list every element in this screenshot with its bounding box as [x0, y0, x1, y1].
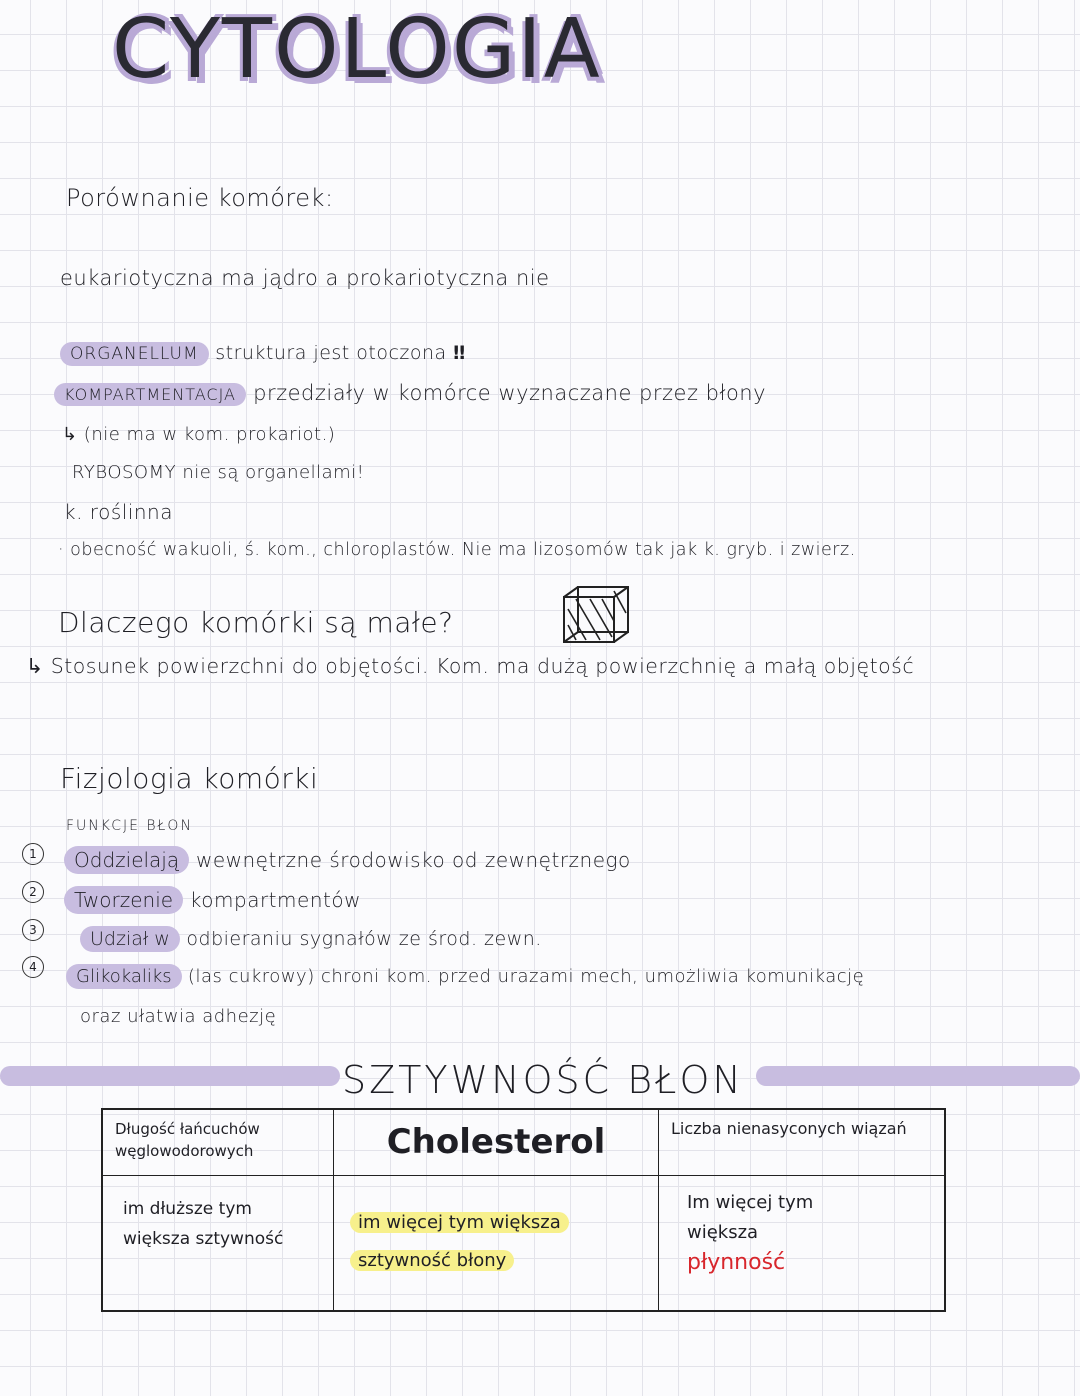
page-title: CYTOLOGIA [112, 2, 602, 97]
section-divider-right [756, 1066, 1080, 1086]
rybosomy-note: RYBOSOMY nie są organellami! [72, 462, 365, 483]
section-divider-left [0, 1066, 340, 1086]
organellum-tag: ORGANELLUM [60, 342, 209, 366]
number-circle: 2 [22, 881, 44, 903]
fluidity-text: płynność [687, 1249, 786, 1275]
exclamation-mark: ‼ [453, 342, 466, 364]
plant-line: · obecność wakuoli, ś. kom., chloroplastów. Nie ma lizosomów tak jak k. gryb. i zwierz. [58, 540, 856, 560]
function-tag: Udział w [80, 926, 180, 952]
function-text: odbieraniu sygnałów ze środ. zewn. [186, 928, 542, 950]
function-item [80, 926, 542, 952]
comparison-line: eukariotyczna ma jądro a prokariotyczna nie [60, 266, 550, 290]
plant-heading: k. roślinna [64, 500, 173, 524]
function-tag: Glikokaliks [66, 964, 182, 989]
number-circle: 4 [22, 956, 44, 978]
kompart-note: ↳ (nie ma w kom. prokariot.) [62, 424, 336, 445]
function-tag: Tworzenie [64, 886, 183, 914]
kompart-text: przedziały w komórce wyznaczane przez błony [253, 381, 767, 405]
kompart-tag: KOMPARTMENTACJA [54, 383, 246, 406]
function-item [66, 964, 864, 989]
table-cell [334, 1175, 659, 1311]
number-circle: 3 [22, 919, 44, 941]
function-text: wewnętrzne środowisko od zewnętrznego [195, 848, 631, 872]
physiology-heading: Fizjologia komórki [60, 762, 319, 795]
table-cell [659, 1175, 946, 1311]
kompart-row [54, 381, 766, 406]
organellum-text: struktura jest otoczona [215, 342, 447, 364]
rigidity-heading: SZTYWNOŚĆ BŁON [342, 1058, 744, 1102]
function-tag: Oddzielają [64, 846, 189, 874]
organellum-row [60, 342, 466, 366]
table-header-cell: Liczba nienasyconych wiązań [659, 1109, 946, 1175]
highlighted-text: sztywność błony [350, 1250, 514, 1271]
table-header-cell: Cholesterol [334, 1109, 659, 1175]
number-circle: 1 [22, 843, 44, 865]
comparison-heading: Porównanie komórek: [66, 184, 334, 212]
cube-sketch-icon [562, 585, 632, 645]
membrane-functions-subheading: FUNKCJE BŁON [66, 818, 193, 834]
function-item [64, 846, 631, 874]
function-item-continuation: oraz ułatwia adhezję [80, 1006, 277, 1027]
function-text: (las cukrowy) chroni kom. przed urazami mech, umożliwia komunikację [187, 966, 865, 987]
function-text: kompartmentów [189, 888, 361, 912]
table-header-cell: Długość łańcuchów węglowodorowych [102, 1109, 334, 1175]
table-cell: im dłuższe tym większa sztywność [102, 1175, 334, 1311]
highlighted-text: im więcej tym większa [350, 1212, 569, 1233]
table-cell-text: Im więcej tym większa [687, 1191, 814, 1243]
function-item [64, 886, 361, 914]
rigidity-table [101, 1108, 946, 1312]
why-small-answer: ↳ Stosunek powierzchni do objętości. Kom. ma dużą powierzchnię a małą objętość [26, 654, 915, 678]
why-small-question: Dlaczego komórki są małe? [58, 606, 454, 639]
